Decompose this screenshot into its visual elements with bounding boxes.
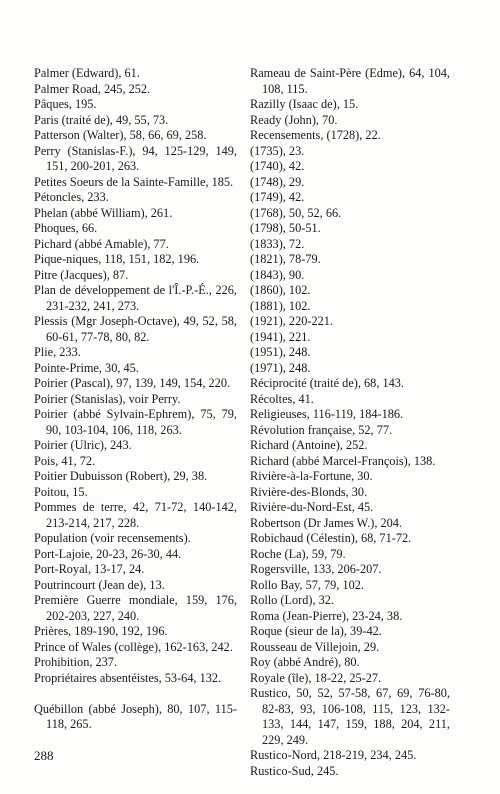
index-entry: Pommes de terre, 42, 71-72, 140-142, 213-214, 217, 228. — [34, 500, 237, 530]
index-entry: Pitre (Jacques), 87. — [34, 267, 129, 282]
index-entry: Révolution française, 52, 77. — [250, 422, 393, 437]
index-entry: Royale (île), 18-22, 25-27. — [250, 670, 382, 685]
index-entry: Pichard (abbé Amable), 77. — [34, 236, 169, 251]
index-entry: Rivière-à-la-Fortune, 30. — [250, 469, 373, 483]
index-entry: (1843), 90. — [250, 267, 305, 282]
index-entry: Religieuses, 116-119, 184-186. — [250, 407, 404, 421]
index-entry: Roy (abbé André), 80. — [250, 655, 360, 669]
index-entry: Phelan (abbé William), 261. — [34, 205, 173, 220]
index-entry: Poirier (Pascal), 97, 139, 149, 154, 220. — [34, 376, 231, 390]
index-entry: (1860), 102. — [250, 283, 311, 297]
index-entry: (1951), 248. — [250, 345, 311, 359]
index-entry: Poitier Dubuisson (Robert), 29, 38. — [34, 469, 208, 483]
index-entry: Palmer Road, 245, 252. — [34, 81, 151, 96]
index-entry: Paris (traité de), 49, 55, 73. — [34, 112, 169, 127]
index-entry: Patterson (Walter), 58, 66, 69, 258. — [34, 128, 207, 142]
index-entry: Richard (Antoine), 252. — [250, 438, 368, 452]
index-entry: Rogersville, 133, 206-207. — [250, 562, 382, 576]
index-entry: Population (voir recensements). — [34, 531, 191, 545]
index-entry: Robichaud (Célestin), 68, 71-72. — [250, 531, 412, 545]
index-entry: Réciprocité (traité de), 68, 143. — [250, 376, 404, 390]
index-entry: (1749), 42. — [250, 190, 305, 204]
index-entry: (1735), 23. — [250, 143, 305, 158]
index-entry: Rustico-Nord, 218-219, 234, 245. — [250, 748, 417, 762]
index-entry: Perry (Stanislas-F.), 94, 125-129, 149, 151, 200-201, 263. — [34, 143, 237, 173]
index-gap — [34, 686, 237, 702]
index-entry: Razilly (Isaac de), 15. — [250, 97, 359, 111]
index-entry: (1941), 221. — [250, 329, 311, 344]
index-entry: Roche (La), 59, 79. — [250, 546, 346, 561]
index-entry: Québillon (abbé Joseph), 80, 107, 115-118, 265. — [34, 701, 237, 731]
index-entry: (1821), 78-79. — [250, 252, 321, 266]
index-entry: Poitou, 15. — [34, 484, 88, 499]
index-entry: Poirier (Stanislas), voir Perry. — [34, 391, 181, 406]
index-entry: (1881), 102. — [250, 298, 311, 313]
index-column-right — [250, 66, 450, 779]
index-entry: Rivière-des-Blonds, 30. — [250, 484, 368, 499]
index-entry: Roque (sieur de la), 39-42. — [250, 624, 382, 638]
index-entry: (1768), 50, 52, 66. — [250, 205, 342, 220]
index-entry: Rousseau de Villejoin, 29. — [250, 639, 380, 654]
index-entry: Roma (Jean-Pierre), 23-24, 38. — [250, 608, 403, 623]
index-entry: Poutrincourt (Jean de), 13. — [34, 577, 165, 592]
index-entry: (1921), 220-221. — [250, 314, 333, 328]
index-entry: Petites Soeurs de la Sainte-Famille, 185. — [34, 174, 234, 189]
index-entry: Rollo Bay, 57, 79, 102. — [250, 577, 364, 592]
index-entry: Rameau de Saint-Père (Edme), 64, 104, 108, 115. — [250, 66, 450, 96]
index-entry: Rustico, 50, 52, 57-58, 67, 69, 76-80, 82-83, 93, 106-108, 115, 123, 132-133, 144, 147, 159, 188, 204, 211, 229, 249. — [250, 686, 450, 747]
index-entry: (1971), 248. — [250, 360, 311, 375]
index-entry: Pâques, 195. — [34, 97, 97, 111]
index-entry: Port-Lajoie, 20-23, 26-30, 44. — [34, 546, 182, 561]
index-column-left — [34, 66, 237, 733]
index-entry: Richard (abbé Marcel-François), 138. — [250, 453, 436, 468]
page-number: 288 — [34, 748, 54, 763]
index-entry: Rustico-Sud, 245. — [250, 763, 339, 778]
index-entry: Rivière-du-Nord-Est, 45. — [250, 500, 374, 514]
index-entry: Pois, 41, 72. — [34, 453, 96, 468]
index-entry: Récoltes, 41. — [250, 391, 314, 406]
index-entry: Prières, 189-190, 192, 196. — [34, 624, 168, 638]
index-entry: Robertson (Dr James W.), 204. — [250, 515, 402, 530]
index-entry: Propriétaires absentéistes, 53-64, 132. — [34, 670, 222, 685]
index-entry: (1748), 29. — [250, 174, 305, 189]
index-entry: Phoques, 66. — [34, 221, 98, 235]
index-entry: Prohibition, 237. — [34, 655, 118, 669]
index-entry: Prince of Wales (collège), 162-163, 242. — [34, 639, 233, 654]
index-entry: Rollo (Lord), 32. — [250, 593, 335, 607]
index-entry: Poirier (abbé Sylvain-Ephrem), 75, 79, 90, 103-104, 106, 118, 263. — [34, 407, 237, 437]
index-entry: Pétoncles, 233. — [34, 190, 109, 204]
index-entry: (1740), 42. — [250, 159, 305, 173]
index-entry: Port-Royal, 13-17, 24. — [34, 562, 145, 576]
index-entry: Pique-niques, 118, 151, 182, 196. — [34, 252, 200, 266]
index-entry: (1798), 50-51. — [250, 221, 321, 235]
index-entry: Plan de développement de l'Î.-P.-É., 226, 231-232, 241, 273. — [34, 283, 237, 313]
index-entry: Plessis (Mgr Joseph-Octave), 49, 52, 58, 60-61, 77-78, 80, 82. — [34, 314, 237, 344]
index-entry: Recensements, (1728), 22. — [250, 128, 381, 142]
index-entry: (1833), 72. — [250, 236, 305, 251]
index-entry: Plie, 233. — [34, 345, 81, 359]
index-entry: Pointe-Prime, 30, 45. — [34, 360, 139, 375]
index-entry: Ready (John), 70. — [250, 112, 338, 127]
index-entry: Palmer (Edward), 61. — [34, 66, 140, 80]
index-entry: Poirier (Ulric), 243. — [34, 438, 132, 452]
index-entry: Première Guerre mondiale, 159, 176, 202-203, 227, 240. — [34, 593, 237, 623]
